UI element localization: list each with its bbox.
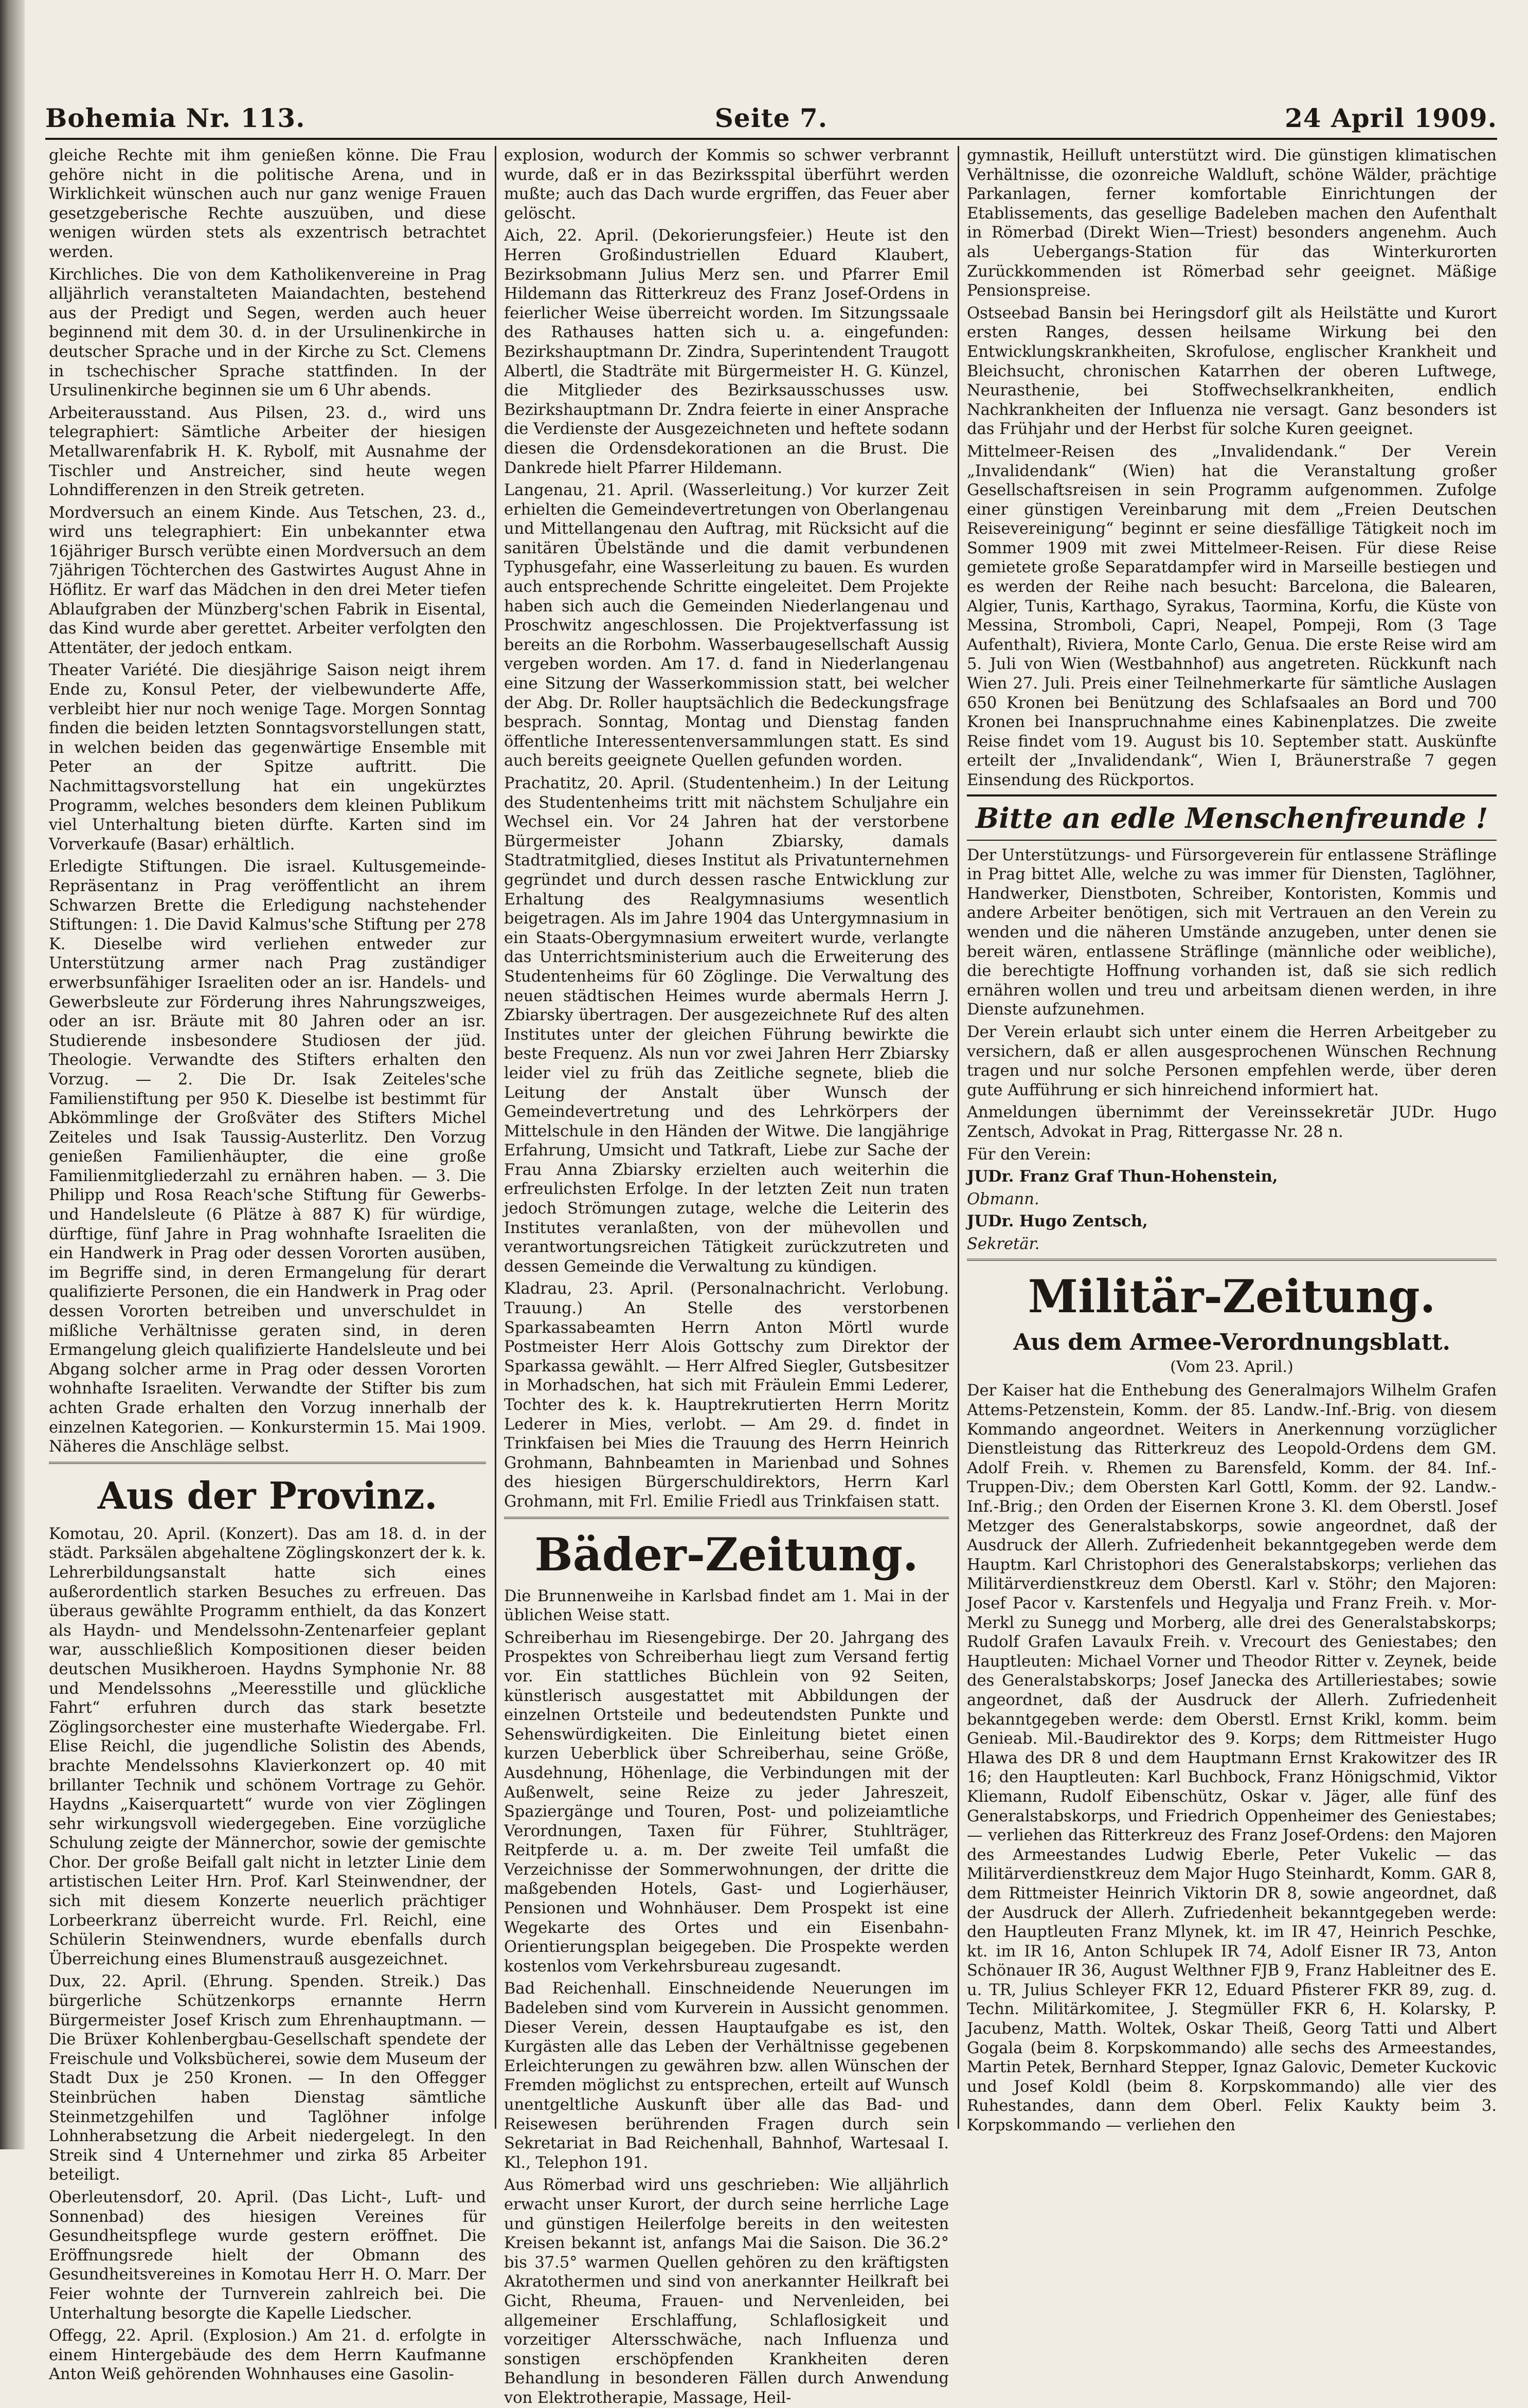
- issue-date: 24 April 1909.: [1284, 103, 1497, 133]
- article-oberleutensdorf: Oberleutensdorf, 20. April. (Das Licht-, Luft- und Sonnenbad) des hiesigen Vereines für Gesundheitspflege wurde gestern eröffnet. Die Eröffnungsrede hielt der Obmann des Gesundheitsvereines in Komotau Herr H. O. Marr. Der Feier wohnte der Turnverein zahlreich bei. Die Unterhaltung besorgte die Kapelle Liedscher.: [49, 2188, 486, 2323]
- column-divider: [495, 146, 496, 2129]
- article-kladrau: Kladrau, 23. April. (Personalnachricht. Verlobung. Trauung.) An Stelle des verstorbenen Sparkassabeamten Herrn Anton Mörtl wurde Postmeister Herr Alois Gottschy zum Direktor der Sparkassa gewählt. — Herr Alfred Siegler, Gutsbesitzer in Morhadschen, hat sich mit Fräulein Emmi Lederer, Tochter des k. k. Hauptrekrutierten Herrn Moritz Lederer in Mies, verlobt. — Am 29. d. findet in Trinkfaisen bei Mies die Trauung des Herrn Heinrich Grohmann, Bahnbeamten in Marienbad und Sohnes des hiesigen Bürgerschuldirektors, Herrn Karl Grohmann, mit Frl. Emilie Friedl aus Trinkfaisen statt.: [504, 1280, 949, 1511]
- masthead-issue: Bohemia Nr. 113.: [45, 103, 305, 133]
- article-paragraph: explosion, wodurch der Kommis so schwer verbrannt wurde, daß er in das Bezirksspital überführt werden mußte; auch das Dach wurde ergriffen, das Feuer aber gelöscht.: [504, 147, 949, 223]
- column-1: [49, 146, 486, 2384]
- article-reichenhall: Bad Reichenhall. Einschneidende Neuerungen im Badeleben sind vom Kurverein in Aussicht genommen. Dieser Verein, dessen Hauptaufgabe es ist, den Kurgästen alle das Leben der Verhältnisse gegebenen Erleichterungen zu gewähren bzw. allen Wünschen der Fremden möglichst zu entsprechen, erteilt auf Wunsch unentgeltliche Auskunft über alle das Bad- und Reisewesen berührenden Fragen durch sein Sekretariat in Bad Reichenhall, Bahnhof, Wartesaal I. Kl., Telephon 191.: [504, 1980, 949, 2172]
- scan-edge: [0, 0, 25, 2149]
- subheading: Aus dem Armee-Verordnungsblatt.: [1013, 1329, 1450, 1356]
- subheading-date: (Vom 23. April.): [1170, 1358, 1293, 1377]
- article-dux: Dux, 22. April. (Ehrung. Spenden. Streik.) Das bürgerliche Schützenkorps ernannte Herrn Bürgermeister Josef Krisch zum Ehrenhauptmann. — Die Brüxer Kohlenbergbau-Gesellschaft spendete der Freischule und Volksbücherei, sowie dem Museum der Stadt Dux je 250 Kronen. — In den Offegger Steinbrüchen haben Dienstag sämtliche Steinmetzgehilfen und Taglöhner infolge Lohnherabsetzung die Arbeit niedergelegt. In den Streik sind 4 Unternehmer und zirka 85 Arbeiter beteiligt.: [49, 1972, 486, 2184]
- appeal-paragraph: Der Unterstützungs- und Fürsorgeverein für entlassene Sträflinge in Prag bittet Alle, welche zu was immer für Diensten, Taglöhner, Handwerker, Dienstboten, Schreiber, Kontoristen, Kommis und andere Arbeiter benötigen, sich mit Vertrauen an den Verein zu wenden und die näheren Umstände anzugeben, unter denen sie bereit wären, entlassene Sträflinge (männliche oder weibliche), die berechtigte Hoffnung vorhanden ist, daß sie sich redlich ernähren wollen und treu und arbeitsam dienen werden, in ihre Dienste aufzunehmen.: [967, 846, 1497, 1019]
- column-3: [967, 146, 1497, 2136]
- article-paragraph: gymnastik, Heilluft unterstützt wird. Die günstigen klimatischen Verhältnisse, die ozonreiche Waldluft, schöne Wälder, prächtige Parkanlagen, ferner komfortable Einrichtungen der Etablissements, das gesellige Badeleben machen den Aufenthalt in Römerbad (Direkt Wien—Triest) besonders angenehm. Auch als Uebergangs-Station für das Winterkurorten Zurückkommenden ist Römerbad sehr geeignet. Mäßige Pensionspreise.: [967, 147, 1497, 300]
- article-karlsbad: Die Brunnenweihe in Karlsbad findet am 1. Mai in der üblichen Weise statt.: [504, 1587, 949, 1625]
- article-komotau: Komotau, 20. April. (Konzert). Das am 18. d. in der städt. Parksälen abgehaltene Zöglingskonzert der k. k. Lehrerbildungsanstalt hatte sich eines außerordentlich starken Besuches zu erfreuen. Das überaus gewählte Programm enthielt, da das Konzert als Haydn- und Mendelssohn-Zentenarfeier geplant war, ausschließlich Kompositionen dieser beiden deutschen Musikheroen. Haydns Symphonie Nr. 88 und Mendelssohns „Meeresstille und glückliche Fahrt“ erfuhren durch das stark besetzte Zöglingsorchester eine musterhafte Wiedergabe. Frl. Elise Reichl, die jugendliche Solistin des Abends, brachte Mendelssohns Klavierkonzert op. 40 mit brillanter Technik und schönem Vortrage zu Gehör. Haydns „Kaiserquartett“ wurde von vier Zöglingen sehr wirkungsvoll wiedergegeben. Eine vorzügliche Schulung zeigte der Männerchor, sowie der gemischte Chor. Der große Beifall galt nicht in letzter Linie dem artistischen Leiter Hrn. Prof. Karl Steinwendner, der sich mit diesem Konzerte neuerlich prächtiger Lorbeerkranz überreicht wurde. Frl. Reichl, eine Schülerin Steinwendners, wurde ebenfalls durch Überreichung eines Blumenstrauß ausgezeichnet.: [49, 1525, 486, 1968]
- signature-chairman-role: Obmann.: [967, 1190, 1039, 1208]
- article-arbeiterausstand: Arbeiterausstand. Aus Pilsen, 23. d., wird uns telegraphiert: Sämtliche Arbeiter der hiesigen Metallwarenfabrik H. K. Rybolf, mit Ausnahme der Tischler und Anstreicher, sind heute wegen Lohndifferenzen in den Streik getreten.: [49, 404, 486, 500]
- section-heading-militaer: Militär-Zeitung.: [967, 1259, 1497, 1325]
- appeal-paragraph: Anmeldungen übernimmt der Vereinssekretär JUDr. Hugo Zentsch, Advokat in Prag, Rittergasse Nr. 28 n.: [967, 1103, 1497, 1141]
- section-heading-provinz: Aus der Provinz.: [49, 1462, 486, 1520]
- article-theater: Theater Variété. Die diesjährige Saison neigt ihrem Ende zu, Konsul Peter, der vielbewunderte Affe, verbleibt hier nur noch wenige Tage. Morgen Sonntag finden die beiden letzten Sonntagsvorstellungen statt, in welchen beiden das gegenwärtige Ensemble mit Peter an der Spitze auftritt. Die Nachmittagsvorstellung hat ein ungekürztes Programm, welches besonders dem kleinen Publikum viel Unterhaltung bieten dürfte. Karten sind im Vorverkaufe (Basar) erhältlich.: [49, 661, 486, 854]
- appeal-heading: Bitte an edle Menschenfreunde !: [967, 794, 1497, 841]
- article-paragraph: gleiche Rechte mit ihm genießen könne. Die Frau gehöre nicht in die politische Arena, und in Wirklichkeit wünschen auch nur ganz wenige Frauen gesetzgeberische Rechte auszuüben, und diese wenigen würden stets als exzentrisch betrachtet werden.: [49, 147, 486, 261]
- article-aich: Aich, 22. April. (Dekorierungsfeier.) Heute ist den Herren Großindustriellen Eduard Klaubert, Bezirksobmann Julius Merz sen. und Pfarrer Emil Hildemann das Ritterkreuz des Franz Josef-Ordens in feierlicher Weise überreicht worden. Im Sitzungssaale des Rathauses hatten sich u. a. eingefunden: Bezirkshauptmann Dr. Zindra, Superintendent Traugott Albertl, die Stadträte mit Bürgermeister H. G. Künzel, die Mitglieder des Bezirksausschusses usw. Bezirkshauptmann Dr. Zndra feierte in einer Ansprache die Verdienste der Ausgezeichneten und heftete sodann diesen die Ordensdekorationen an die Brust. Die Dankrede hielt Pfarrer Hildemann.: [504, 227, 949, 477]
- article-armee: Der Kaiser hat die Enthebung des Generalmajors Wilhelm Grafen Attems-Petzenstein, Komm. der 85. Landw.-Inf.-Brig. von diesem Kommando angeordnet. Weiters in Anerkennung vorzüglicher Dienstleistung das Ritterkreuz des Leopold-Ordens dem GM. Adolf Freih. v. Rhemen zu Barensfeld, Komm. der 84. Inf.-Truppen-Div.; dem Obersten Karl Gottl, Komm. der 92. Landw.-Inf.-Brig.; den Orden der Eisernen Krone 3. Kl. dem Oberstl. Josef Metzger des Generalstabskorps, sowie angeordnet, daß der Ausdruck der Allerh. Zufriedenheit bekanntgegeben werde dem Hauptm. Karl Christophori des Generalstabskorps; verliehen das Militärverdienstkreuz dem Oberstl. Karl v. Stöhr; den Majoren: Josef Pacor v. Karstenfels und Hegyalja und Franz Freih. v. Mor-Merkl zu Sunegg und Morberg, alle drei des Generalstabskorps; Rudolf Grafen Lavaulx Freih. v. Vrecourt des Geniestabes; den Hauptleuten: Michael Vorner und Theodor Ritter v. Zeynek, beide des Generalstabskorps; Josef Janecka des Artilleriestabes; sowie angeordnet, daß der Ausdruck der Allerh. Zufriedenheit bekanntgegeben werde: dem Oberstl. Ernst Krikl, komm. beim Genieab. Mil.-Baudirektor des 9. Korps; dem Rittmeister Hugo Hlawa des DR 8 und dem Hauptmann Ernst Krakowitzer des IR 16; den Hauptleuten: Karl Buchbock, Franz Hönigschmid, Viktor Kliemann, Rudolf Eibenschütz, Oskar v. Jäger, alle fünf des Generalstabskorps, und Friedrich Oppenheimer des Geniestabes; — verliehen das Ritterkreuz des Franz Josef-Ordens: den Majoren des Armeestandes Ludwig Eberle, Peter Vukelic — das Militärverdienstkreuz dem Major Hugo Steinhardt, Komm. GAR 8, dem Rittmeister Heinrich Viktorin DR 8, sowie angeordnet, daß der Ausdruck der Allerh. Zufriedenheit bekanntgegeben werde: den Hauptleuten Franz Mlynek, kt. im IR 47, Heinrich Peschke, kt. im IR 16, Anton Schlupek IR 74, Adolf Eisner IR 73, Anton Schönauer IR 36, August Welthner FJB 9, Franz Hableitner des E. u. TR, Julius Schleyer FKR 12, Eduard Pfisterer FKR 89, zug. d. Techn. Militärkomitee, J. Stegmüller FKR 6, H. Kolarsky, P. Jacubenz, Matth. Woltek, Oskar Theiß, Georg Tatti und Albert Gogala (beim 8. Korpskommando) alle sechs des Armeestandes, Martin Petek, Bernhard Stepper, Ignaz Galovic, Demeter Kuckovic und Josef Koldl (beim 8. Korpskommando) alle vier des Ruhestandes, dann dem Oberl. Felix Kaukty beim 3. Korpskommando — verliehen den: [967, 1382, 1497, 2135]
- signature-for: Für den Verein:: [967, 1145, 1091, 1164]
- article-offegg: Offegg, 22. April. (Explosion.) Am 21. d. erfolgte in einem Hintergebäude des dem Herrn Kaufmanne Anton Weiß gehörenden Wohnhauses eine Gasolin-: [49, 2327, 486, 2384]
- section-heading-baeder: Bäder-Zeitung.: [504, 1517, 949, 1583]
- article-roemerbad: Aus Römerbad wird uns geschrieben: Wie alljährlich erwacht unser Kurort, der durch seine herrliche Lage und günstigen Heilerfolge bereits in den weitesten Kreisen bekannt ist, anfangs Mai die Saison. Die 36.2° bis 37.5° warmen Quellen gehören zu den kräftigsten Akratothermen und sind von anerkannter Heilkraft bei Gicht, Rheuma, Frauen- und Nervenleiden, bei allgemeiner Erschlaffung, Schlaflosigkeit und vorzeitiger Altersschwäche, nach Influenza und sonstigen erschöpfenden Krankheiten deren Behandlung in besonderen Fällen durch Anwendung von Elektrotherapie, Massage, Heil-: [504, 2176, 949, 2407]
- article-mittelmeer: Mittelmeer-Reisen des „Invalidendank.“ Der Verein „Invalidendank“ (Wien) hat die Veranstaltung großer Gesellschaftsreisen in sein Programm aufgenommen. Zufolge einer günstigen Vereinbarung mit dem „Freien Deutschen Reisevereinigung“ beginnt er seine diesfällige Tätigkeit noch im Sommer 1909 mit zwei Mittelmeer-Reisen. Für diese Reise gemietete große Separatdampfer wird in Marseille bestiegen und es werden der Reihe nach besucht: Barcelona, die Balearen, Algier, Tunis, Karthago, Syrakus, Taormina, Korfu, die Küste von Messina, Stromboli, Capri, Neapel, Pompeji, Rom (3 Tage Aufenthalt), Riviera, Monte Carlo, Genua. Die erste Reise wird am 5. Juli von Wien (Westbahnhof) aus angetreten. Rückkunft nach Wien 27. Juli. Preis einer Teilnehmerkarte für sämtliche Auslagen 650 Kronen bei Benützung des Schlafsaales an Bord und 700 Kronen bei Inanspruchnahme eines Kabinenplatzes. Die zweite Reise findet vom 19. August bis 10. September statt. Auskünfte erteilt der „Invalidendank“, Wien I, Bräunerstraße 7 gegen Einsendung des Rückportos.: [967, 442, 1497, 789]
- article-prachatitz: Prachatitz, 20. April. (Studentenheim.) In der Leitung des Studentenheims tritt mit nächstem Schuljahre ein Wechsel ein. Vor 24 Jahren hat der verstorbene Bürgermeister Johann Zbiarsky, damals Stadtratmitglied, dieses Institut als Privatunternehmen gegründet und durch dessen rasche Entwicklung zur Erhaltung des Realgymnasiums wesentlich beigetragen. Als im Jahre 1904 das Untergymnasium in ein Staats-Obergymnasium erweitert wurde, verlangte das Unterrichtsministerium auch die Erweiterung des Studentenheims für 60 Zöglinge. Die Verwaltung des neuen städtischen Heimes wurde abermals Herrn J. Zbiarsky übertragen. Der ausgezeichnete Ruf des alten Institutes unter der gleichen Führung bewirkte die beste Frequenz. Als nun vor zwei Jahren Herr Zbiarsky leider viel zu früh das Zeitliche segnete, blieb die Leitung der Anstalt über Wunsch der Gemeindevertretung und des Lehrkörpers der Mittelschule in den Händen der Witwe. Die langjährige Erfahrung, Umsicht und Tatkraft, Liebe zur Sache der Frau Anna Zbiarsky erzielten auch weiterhin die erfreulichsten Erfolge. In der letzten Zeit nun traten jedoch Strömungen zutage, welche die Leiterin des Institutes veranlaßten, von der mühevollen und verantwortungsreichen Tätigkeit zurückzutreten und dessen Gemeinde die Verwaltung zu kündigen.: [504, 774, 949, 1276]
- article-kirchliches: Kirchliches. Die von dem Katholikenvereine in Prag alljährlich veranstalteten Maiandachten, bestehend aus der Predigt und Segen, werden auch heuer beginnend mit dem 30. d. in der Ursulinenkirche in deutscher Sprache und in der Kirche zu Sct. Clemens in tschechischer Sprache stattfinden. In der Ursulinenkirche beginnen sie um 6 Uhr abends.: [49, 265, 486, 400]
- article-schreiberhau: Schreiberhau im Riesengebirge. Der 20. Jahrgang des Prospektes von Schreiberhau liegt zum Versand fertig vor. Ein stattliches Büchlein von 92 Seiten, künstlerisch ausgestattet mit Abbildungen der einzelnen Ortsteile und bedeutendsten Punkte und Sehenswürdigkeiten. Die Einleitung bietet einen kurzen Ueberblick über Schreiberhau, seine Größe, Ausdehnung, Höhenlage, die Verbindungen mit der Außenwelt, seine Reize zu jeder Jahreszeit, Spaziergänge und Touren, Post- und polizeiamtliche Verordnungen, Taxen für Führer, Stuhlträger, Reitpferde u. a. m. Der zweite Teil umfaßt die Verzeichnisse der Sommerwohnungen, der dritte die maßgebenden Hotels, Gast- und Logierhäuser, Pensionen und Wohnhäuser. Dem Prospekt ist eine Wegekarte des Ortes und ein Eisenbahn-Orientierungsplan beigegeben. Die Prospekte werden kostenlos vom Verkehrsbureau zugesandt.: [504, 1628, 949, 1976]
- column-2: [504, 146, 949, 2407]
- article-mordversuch: Mordversuch an einem Kinde. Aus Tetschen, 23. d., wird uns telegraphiert: Ein unbekannter etwa 16jähriger Bursch verübte einen Mordversuch an dem 7jährigen Töchterchen des Gastwirtes August Ahne in Höflitz. Er warf das Mädchen in den drei Meter tiefen Ablaufgraben der Münzberg'schen Fabrik in Eisental, das Kind wurde aber gerettet. Arbeiter verfolgten den Attentäter, der jedoch entkam.: [49, 503, 486, 657]
- column-divider: [958, 146, 959, 2129]
- header-rule: [45, 138, 1497, 140]
- article-stiftungen: Erledigte Stiftungen. Die israel. Kultusgemeinde-Repräsentanz in Prag veröffentlicht an ihrem Schwarzen Brette die Erledigung nachstehender Stiftungen: 1. Die David Kalmus'sche Stiftung per 278 K. Dieselbe wird verliehen entweder zur Unterstützung armer nach Prag zuständiger erwerbsunfähiger Israeliten oder an isr. Handels- und Gewerbsleute zur Förderung ihres Nahrungszweiges, oder an isr. Bräute mit 80 Jahren oder an isr. Studierende insbesondere Studiosen der jüd. Theologie. Verwandte des Stifters erhalten den Vorzug. — 2. Die Dr. Isak Zeiteles'sche Familienstiftung per 950 K. Dieselbe ist bestimmt für Abkömmlinge der Großväter des Stifters Michel Zeiteles und Isak Taussig-Austerlitz. Den Vorzug genießen Familienhäupter, die eine große Familienmitgliederzahl zu ernähren haben. — 3. Die Philipp und Rosa Reach'sche Stiftung für Gewerbs- und Handelsleute (6 Plätze à 887 K) für würdige, dürftige, fünf Jahre in Prag wohnhafte Israeliten die ein Handwerk in Prag oder dessen Vororten ausüben, im Begriffe sind, in deren Ermangelung für derart qualifizierte Personen, die ein Handwerk in Prag oder dessen Vororten betreiben und unverschuldet in mißliche Verhältnisse geraten sind, in deren Ermangelung gleich qualifizierte Handelsleute und bei Abgang solcher arme in Prag oder dessen Vororten wohnhafte Israeliten. Verwandte der Stifter bis zum achten Grade erhalten den Vorzug innerhalb der einzelnen Kategorien. — Konkurstermin 15. Mai 1909. Näheres die Anschläge selbst.: [49, 858, 486, 1456]
- article-langenau: Langenau, 21. April. (Wasserleitung.) Vor kurzer Zeit erhielten die Gemeindevertretungen von Oberlangenau und Mittellangenau den Auftrag, mit Rücksicht auf die sanitären Übelstände und die damit verbundenen Typhusgefahr, eine Wasserleitung zu bauen. Es wurden auch entsprechende Schritte eingeleitet. Dem Projekte haben sich auch die Gemeinden Niederlangenau und Proschwitz angeschlossen. Die Projektverfassung ist bereits an die Rorbohm. Wasserbaugesellschaft Aussig vergeben worden. Am 17. d. fand in Niederlangenau eine Sitzung der Wasserkommission statt, bei welcher der Abg. Dr. Roller hauptsächlich die Bedeckungsfrage besprach. Sonntag, Montag und Dienstag fanden öffentliche Interessentenversammlungen statt. Es sind auch bereits geeignete Quellen gefunden worden.: [504, 481, 949, 770]
- signature-chairman: JUDr. Franz Graf Thun-Hohenstein,: [967, 1167, 1278, 1186]
- signature-secretary: JUDr. Hugo Zentsch,: [967, 1212, 1148, 1231]
- signature-secretary-role: Sekretär.: [967, 1235, 1040, 1253]
- article-bansin: Ostseebad Bansin bei Heringsdorf gilt als Heilstätte und Kurort ersten Ranges, dessen heilsame Wirkung bei den Entwicklungskrankheiten, Skrofulose, englischer Krankheit und Bleichsucht, chronischen Katarrhen der oberen Luftwege, Neurasthenie, bei Stoffwechselkrankheiten, endlich Nachkrankheiten der Influenza nie versagt. Ganz besonders ist das Frühjahr und der Herbst für solche Kuren geeignet.: [967, 304, 1497, 439]
- page-number: Seite 7.: [714, 103, 828, 133]
- appeal-paragraph: Der Verein erlaubt sich unter einem die Herren Arbeitgeber zu versichern, daß er allen ausgesprochenen Wünschen Rechnung tragen und nur solche Personen empfehlen werde, über deren gute Aufführung er sich hinreichend informiert hat.: [967, 1023, 1497, 1099]
